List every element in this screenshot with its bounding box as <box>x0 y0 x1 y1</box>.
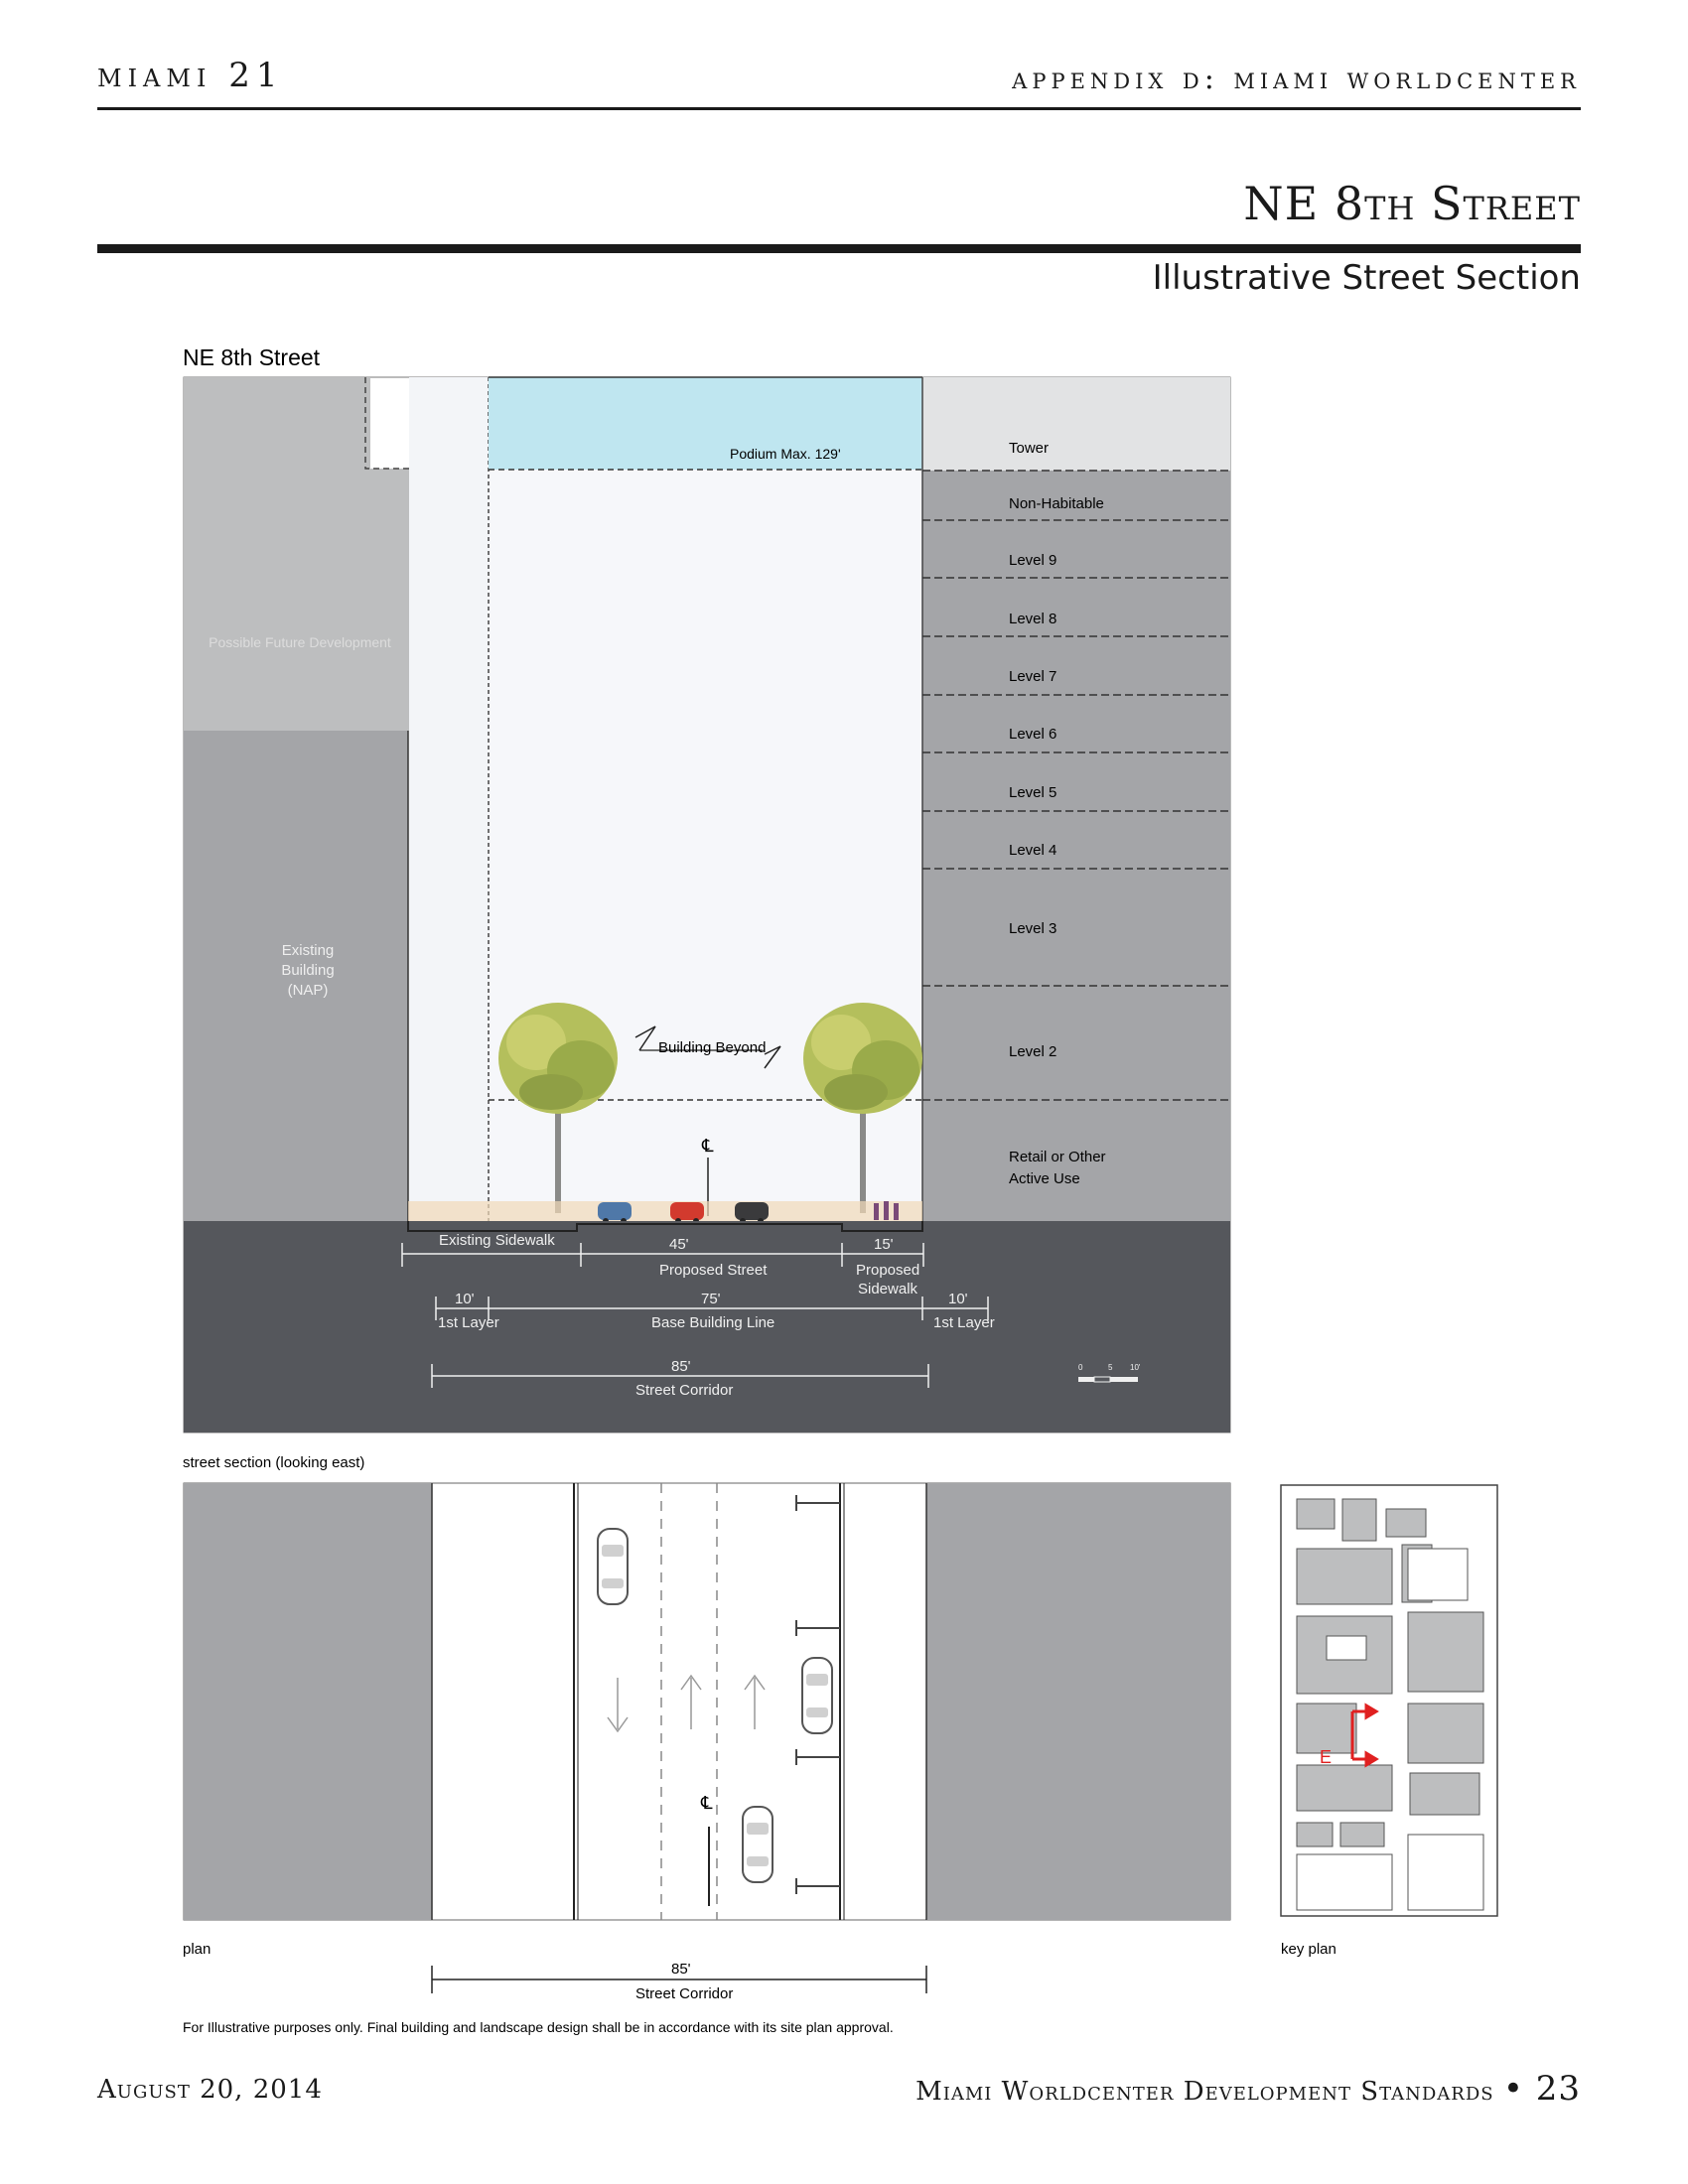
footer-right <box>915 2069 1581 2109</box>
dim-base-width: 75' <box>701 1291 721 1307</box>
dim-corridor-width: 85' <box>671 1358 691 1375</box>
svg-text:85': 85' <box>671 1961 691 1978</box>
section-caption: street section (looking east) <box>183 1454 365 1471</box>
level-stack <box>922 471 1230 1221</box>
level-label: Level 2 <box>1009 1043 1057 1060</box>
dim-base-label: Base Building Line <box>651 1314 775 1331</box>
svg-text:5: 5 <box>1108 1363 1113 1372</box>
dim-street-width: 45' <box>669 1236 689 1253</box>
footer-date: August 20, 2014 <box>97 2075 323 2105</box>
dim-layer-left-label: 1st Layer <box>438 1314 499 1331</box>
dim-sidewalk-label: Proposed <box>856 1262 920 1279</box>
key-plan-caption: key plan <box>1281 1941 1336 1958</box>
dim-corridor-label: Street Corridor <box>635 1382 734 1399</box>
section-title: NE 8th Street <box>183 344 321 370</box>
plan-view <box>184 1483 1230 1920</box>
level-label: Non-Habitable <box>1009 495 1104 512</box>
future-development-label: Possible Future Development <box>209 634 391 650</box>
dim-sidewalk-width: 15' <box>874 1236 894 1253</box>
plan-caption: plan <box>183 1941 211 1958</box>
podium-band <box>489 377 922 470</box>
level-label: Level 9 <box>1009 552 1057 569</box>
dim-layer-right-width: 10' <box>948 1291 968 1307</box>
dim-layer-right-label: 1st Layer <box>933 1314 995 1331</box>
existing-building-label: Existing <box>281 942 335 959</box>
key-plan <box>1281 1485 1497 1916</box>
svg-text:℄: ℄ <box>701 1793 713 1813</box>
level-label: Level 3 <box>1009 920 1057 937</box>
page-subtitle: Illustrative Street Section <box>1152 258 1581 298</box>
level-label: Level 8 <box>1009 611 1057 627</box>
key-plan-marker: E <box>1320 1747 1333 1767</box>
dim-street-label: Proposed Street <box>659 1262 768 1279</box>
plan-corridor-dimension <box>432 1961 926 2002</box>
svg-text:0: 0 <box>1078 1363 1083 1372</box>
dim-layer-left-width: 10' <box>455 1291 475 1307</box>
header-left: miami 21 <box>97 56 284 95</box>
dim-sidewalk-label: Sidewalk <box>858 1281 918 1297</box>
level-label: Level 5 <box>1009 784 1057 801</box>
disclaimer: For Illustrative purposes only. Final building and landscape design shall be in accordance with its site plan approval. <box>183 2019 894 2035</box>
existing-building-label: (NAP) <box>287 982 329 999</box>
level-label: Tower <box>1009 440 1050 457</box>
page-number: • 23 <box>1502 2069 1581 2109</box>
pedestrians <box>874 1201 899 1220</box>
level-label: Level 7 <box>1009 668 1057 685</box>
tower-band <box>922 377 1230 471</box>
podium-label: Podium Max. 129' <box>730 446 841 462</box>
svg-text:Street Corridor: Street Corridor <box>635 1985 734 2002</box>
footer-doc-title: Miami Worldcenter Development Standards <box>915 2077 1494 2107</box>
dim-existing-sidewalk: Existing Sidewalk <box>439 1232 555 1249</box>
level-label: Level 4 <box>1009 842 1057 859</box>
level-label: Active Use <box>1009 1170 1080 1187</box>
header-right: appendix d: miami worldcenter <box>1012 62 1581 96</box>
level-label: Retail or Other <box>1009 1149 1106 1165</box>
page-title: NE 8th Street <box>1243 177 1581 230</box>
centerline-symbol: ℄ <box>702 1136 714 1156</box>
existing-building-label: Building <box>281 962 335 979</box>
level-label: Level 6 <box>1009 726 1057 743</box>
svg-text:10': 10' <box>1130 1363 1141 1372</box>
svg-text:Building Beyond: Building Beyond <box>658 1039 767 1056</box>
